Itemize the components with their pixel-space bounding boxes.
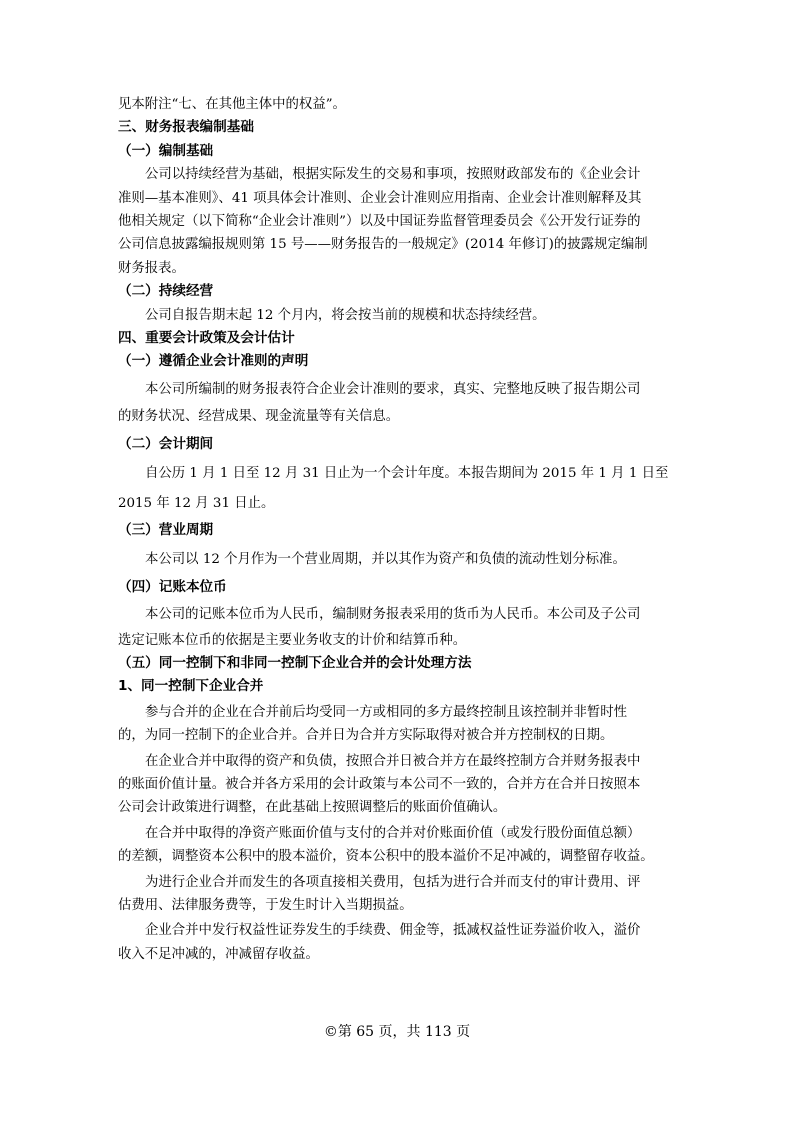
body-line: 本公司的记账本位币为人民币，编制财务报表采用的货币为人民币。本公司及子公司 (145, 607, 641, 623)
body-line: 估费用、法律服务费等，于发生时计入当期损益。 (118, 898, 413, 913)
subsection-heading: （五）同一控制下和非同一控制下企业合并的会计处理方法 (118, 654, 472, 671)
body-line: 收入不足冲减的，冲减留存收益。 (118, 946, 319, 962)
page-body (118, 93, 670, 966)
body-line: 本公司以 12 个月作为一个营业周期，并以其作为资产和负债的流动性划分标准。 (145, 552, 626, 568)
body-line: 在企业合并中取得的资产和负债，按照合并日被合并方在最终控制方合并财务报表中 (145, 753, 641, 769)
section-heading: 四、重要会计政策及会计估计 (118, 330, 295, 347)
subsection-heading: （一）遵循企业会计准则的声明 (118, 353, 309, 370)
body-line: 参与合并的企业在合并前后均受同一方或相同的多方最终控制且该控制并非暂时性 (145, 704, 628, 720)
page-number-label: ©第 65 页，共 113 页 (323, 1024, 471, 1040)
body-line: 本公司所编制的财务报表符合企业会计准则的要求，真实、完整地反映了报告期公司 (145, 381, 641, 397)
body-line: 财务报表。 (118, 260, 185, 276)
body-line: 自公历 1 月 1 日至 12 月 31 日止为一个会计年度。本报告期间为 2015 年 1 月 1 日至 (145, 466, 669, 482)
body-line: 他相关规定（以下简称“企业会计准则”）以及中国证券监督管理委员会《公开发行证券的 (118, 214, 641, 230)
subsection-heading: （三）营业周期 (118, 521, 214, 538)
subsection-heading: （一）编制基础 (118, 142, 214, 159)
body-line: 2015 年 12 月 31 日止。 (118, 495, 275, 511)
body-line: 的账面价值计量。被合并各方采用的会计政策与本公司不一致的，合并方在合并日按照本 (118, 776, 641, 792)
body-line: 准则—基本准则》、41 项具体会计准则、企业会计准则应用指南、企业会计准则解释及其 (118, 190, 642, 206)
body-line: 的财务状况、经营成果、现金流量等有关信息。 (118, 409, 400, 425)
body-line: 的差额，调整资本公积中的股本溢价，资本公积中的股本溢价不足冲减的，调整留存收益。 (118, 849, 654, 865)
subsection-heading: （二）持续经营 (118, 283, 214, 300)
body-line: 企业合并中发行权益性证券发生的手续费、佣金等，抵减权益性证券溢价收入，溢价 (145, 923, 641, 939)
body-line: 的，为同一控制下的企业合并。合并日为合并方实际取得对被合并方控制权的日期。 (118, 728, 614, 744)
body-line: 公司会计政策进行调整，在此基础上按照调整后的账面价值确认。 (118, 800, 507, 816)
body-line: 为进行企业合并而发生的各项直接相关费用，包括为进行合并而支付的审计费用、评 (145, 874, 641, 890)
subsection-heading: 1、同一控制下企业合并 (118, 678, 264, 695)
body-line: 在合并中取得的净资产账面价值与支付的合并对价账面价值（或发行股份面值总额） (145, 825, 641, 841)
section-heading: 三、财务报表编制基础 (118, 119, 254, 136)
body-line: 公司以持续经营为基础，根据实际发生的交易和事项，按照财政部发布的《企业会计 (145, 167, 641, 183)
body-line: 公司信息披露编报规则第 15 号——财务报告的一般规定》(2014 年修订)的披露规定编制 (118, 237, 648, 253)
subsection-heading: （二）会计期间 (118, 435, 214, 452)
page-footer (0, 1021, 794, 1041)
subsection-heading: （四）记账本位币 (118, 578, 227, 595)
body-line: 见本附注“七、在其他主体中的权益”。 (118, 97, 346, 112)
body-line: 公司自报告期末起 12 个月内，将会按当前的规模和状态持续经营。 (145, 307, 546, 323)
body-line: 选定记账本位币的依据是主要业务收支的计价和结算币种。 (118, 632, 467, 648)
